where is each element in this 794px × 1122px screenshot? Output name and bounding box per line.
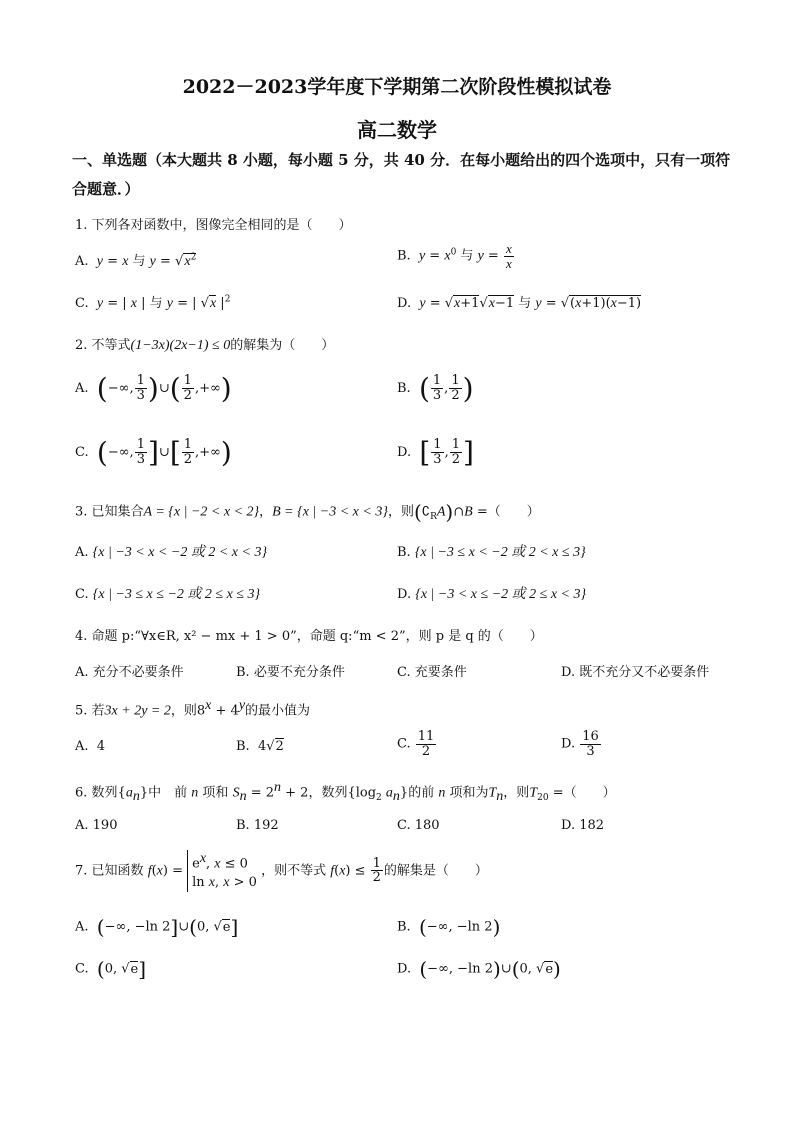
question-5-option-b[interactable]: B. 4√2 (236, 739, 284, 754)
question-4-option-a[interactable]: A. 充分不必要条件 (75, 665, 184, 680)
question-5-option-d[interactable]: D. $\frac{16}{3}$ (561, 729, 599, 759)
exam-title: 2022－2023学年度下学期第二次阶段性模拟试卷 (182, 76, 612, 98)
question-6-stem: 6. 数列$\{a_n\}$中 前 n 项和 $S_n = 2^n + 2$，数列{$\log_2$ $a_n$}的前 n 项和为$T_n$，则$T_{20}$ =（ ） (75, 780, 616, 804)
question-4-option-c[interactable]: C. 充要条件 (397, 665, 467, 680)
question-7-stem: 7. 已知函数 f(x) = $e^x$, x ≤ 0 ln x, x > 0 ，则不等式 f(x) ≤ $\frac{1}{2}$ 的解集是（ ） (75, 850, 488, 892)
exam-subject: 高二数学 (357, 118, 437, 142)
question-4-option-b[interactable]: B. 必要不充分条件 (236, 665, 345, 680)
question-6-option-d[interactable]: D. 182 (561, 818, 605, 833)
question-7-option-c[interactable]: C. (0, √e] (75, 957, 147, 981)
question-3-stem: 3. 已知集合A = {x | −2 < x < 2}，B = {x | −3 < x < 3}，则$(∁_RA)\cap B$ =（ ） (75, 500, 540, 524)
question-6-option-b[interactable]: B. 192 (236, 818, 279, 833)
question-7-option-a[interactable]: A. (−∞, −ln 2]∪(0, √e] (75, 915, 239, 939)
question-2-option-b[interactable]: B. ( $\frac{1}{3}$ , $\frac{1}{2}$ ) (397, 372, 474, 405)
piecewise-function: $e^x$, x ≤ 0 ln x, x > 0 (187, 850, 257, 892)
question-1-option-a[interactable]: A. y = x 与 $y = √x^2$ (75, 252, 197, 269)
question-2-option-c[interactable]: C. (−∞, $\frac{1}{3}$ ]∪[ $\frac{1}{2}$ ,+∞) (75, 436, 232, 469)
question-7-option-d[interactable]: D. (−∞, −ln 2)∪(0, √e) (397, 957, 561, 981)
question-5-stem: 5. 若3x + 2y = 2，则$8^x + 4^y$的最小值为 (75, 698, 311, 719)
question-7-option-b[interactable]: B. (−∞, −ln 2) (397, 915, 501, 939)
section-heading: 一、单选题（本大题共 8 小题，每小题 5 分，共 40 分．在每小题给出的四个选项中，只有一项符合题意．） (72, 151, 731, 198)
question-1-option-d[interactable]: D. y = √x+1√x−1 与 y = √(x+1)(x−1) (397, 296, 642, 311)
question-4-stem: 4. 命题 p:“∀x∈R, x² − mx + 1 > 0”，命题 q:“m < 2”，则 p 是 q 的（ ） (75, 629, 543, 644)
question-1-option-c[interactable]: C. y = | x | 与 y = | √x $|^2$ (75, 294, 231, 311)
question-6-option-c[interactable]: C. 180 (397, 818, 440, 833)
question-1-stem: 1. 下列各对函数中，图像完全相同的是（ ） (75, 218, 352, 233)
question-3-option-c[interactable]: C. {x | −3 ≤ x ≤ −2 或 2 ≤ x ≤ 3} (75, 587, 261, 602)
question-2-option-a[interactable]: A. (−∞, $\frac{1}{3}$ )∪( $\frac{1}{2}$ ,+∞) (75, 372, 232, 405)
question-2-option-d[interactable]: D. [ $\frac{1}{3}$ , $\frac{1}{2}$ ] (397, 436, 474, 469)
question-3-option-a[interactable]: A. {x | −3 < x < −2 或 2 < x < 3} (75, 545, 268, 560)
question-6-option-a[interactable]: A. 190 (75, 818, 118, 833)
question-1-option-b[interactable]: B. $y = x^0$ 与 y = $\frac{x}{x}$ (397, 241, 512, 271)
question-5-option-a[interactable]: A. 4 (75, 739, 106, 754)
question-2-stem: 2. 不等式(1−3x)(2x−1) ≤ 0的解集为（ ） (75, 338, 335, 353)
question-3-option-d[interactable]: D. {x | −3 < x ≤ −2 或 2 ≤ x < 3} (397, 587, 587, 602)
question-5-option-c[interactable]: C. $\frac{11}{2}$ (397, 729, 435, 759)
question-4-option-d[interactable]: D. 既不充分又不必要条件 (561, 665, 710, 680)
question-3-option-b[interactable]: B. {x | −3 ≤ x < −2 或 2 < x ≤ 3} (397, 545, 586, 560)
